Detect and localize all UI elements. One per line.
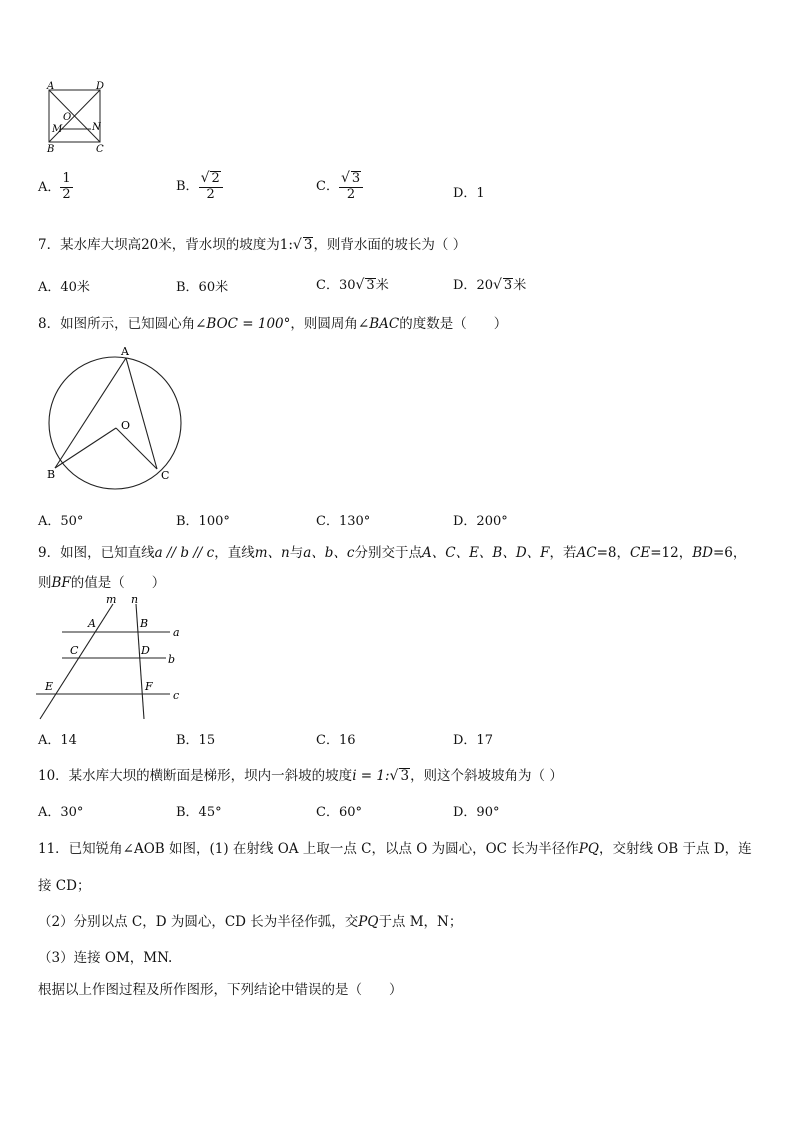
q8-option-a: A．50°: [38, 514, 84, 529]
label-B: B: [140, 617, 149, 630]
label-a: a: [173, 626, 180, 639]
label-A: A: [47, 81, 55, 92]
q8-stem: 8．如图所示，已知圆心角∠BOC = 100°，则圆周角∠BAC的度数是（ ）: [38, 316, 508, 332]
label-M: M: [52, 124, 63, 135]
q11-stem-line3: （2）分别以点 C，D 为圆心，CD 长为半径作弧，交PQ于点 M，N；: [38, 914, 463, 930]
q6-option-b: B． $\frac{√ 2}{2}$: [176, 170, 223, 203]
label-m: m: [106, 593, 117, 606]
q11-stem-line5: 根据以上作图过程及所作图形，下列结论中错误的是（ ）: [38, 982, 403, 998]
label-A: A: [88, 617, 96, 630]
q10-option-a: A．30°: [38, 805, 84, 820]
q9-option-b: B．15: [176, 733, 216, 748]
q9-stem-line1: 9．如图，已知直线a // b // c，直线m、n与a、b、c分别交于点A、C、E、B、D、F，若AC=8，CE=12，BD=6，: [38, 545, 747, 561]
label-C: C: [161, 469, 170, 482]
q7-option-d: D．20√ 3米: [453, 277, 527, 293]
label-B: B: [47, 144, 55, 155]
q7-option-c: C．30√ 3米: [316, 277, 389, 293]
arc-pq: PQ: [358, 914, 379, 930]
q9-stem-line2: 则BF的值是（ ）: [38, 575, 166, 591]
label-O: O: [63, 112, 72, 123]
q8-option-c: C．130°: [316, 514, 371, 529]
circle-figure: [40, 342, 190, 494]
arc-pq: PQ: [578, 841, 599, 857]
label-C: C: [70, 644, 79, 657]
q7-option-b: B．60米: [176, 280, 229, 295]
label-D: D: [141, 644, 150, 657]
parallel-lines-figure: [36, 592, 186, 722]
q11-stem-line4: （3）连接 OM，MN.: [38, 950, 173, 966]
label-c: c: [173, 689, 180, 702]
q6-option-a: A． $\frac{1}{2}$: [38, 171, 71, 202]
label-C: C: [96, 144, 104, 155]
q11-stem-line2: 接 CD；: [38, 878, 91, 894]
q11-stem-line1: 11．已知锐角∠AOB 如图，(1) 在射线 OA 上取一点 C，以点 O 为圆心，OC 长为半径作PQ，交射线 OB 于点 D，连: [38, 841, 752, 857]
q6-option-d: D．1: [453, 186, 485, 201]
q10-option-c: C．60°: [316, 805, 362, 820]
q8-option-d: D．200°: [453, 514, 508, 529]
label-E: E: [45, 680, 54, 693]
label-F: F: [145, 680, 153, 693]
q7-stem: 7．某水库大坝高20米，背水坝的坡度为1:√ 3，则背水面的坡长为（ ）: [38, 237, 467, 253]
label-O: O: [121, 419, 131, 432]
label-D: D: [96, 81, 105, 92]
q10-option-b: B．45°: [176, 805, 222, 820]
q10-stem: 10．某水库大坝的横断面是梯形，坝内一斜坡的坡度i = 1:√ 3，则这个斜坡坡角为（ ）: [38, 768, 563, 784]
label-A: A: [121, 345, 129, 358]
q10-option-d: D．90°: [453, 805, 500, 820]
q7-option-a: A．40米: [38, 280, 90, 295]
label-N: N: [92, 122, 101, 133]
q6-option-c: C． $\frac{√ 3}{2}$: [316, 170, 363, 203]
label-n: n: [131, 593, 139, 606]
q9-option-c: C．16: [316, 733, 356, 748]
q8-option-b: B．100°: [176, 514, 230, 529]
label-b: b: [168, 653, 176, 666]
label-B: B: [47, 468, 56, 481]
square-figure: [42, 80, 112, 156]
q9-option-a: A．14: [38, 733, 77, 748]
q9-option-d: D．17: [453, 733, 493, 748]
